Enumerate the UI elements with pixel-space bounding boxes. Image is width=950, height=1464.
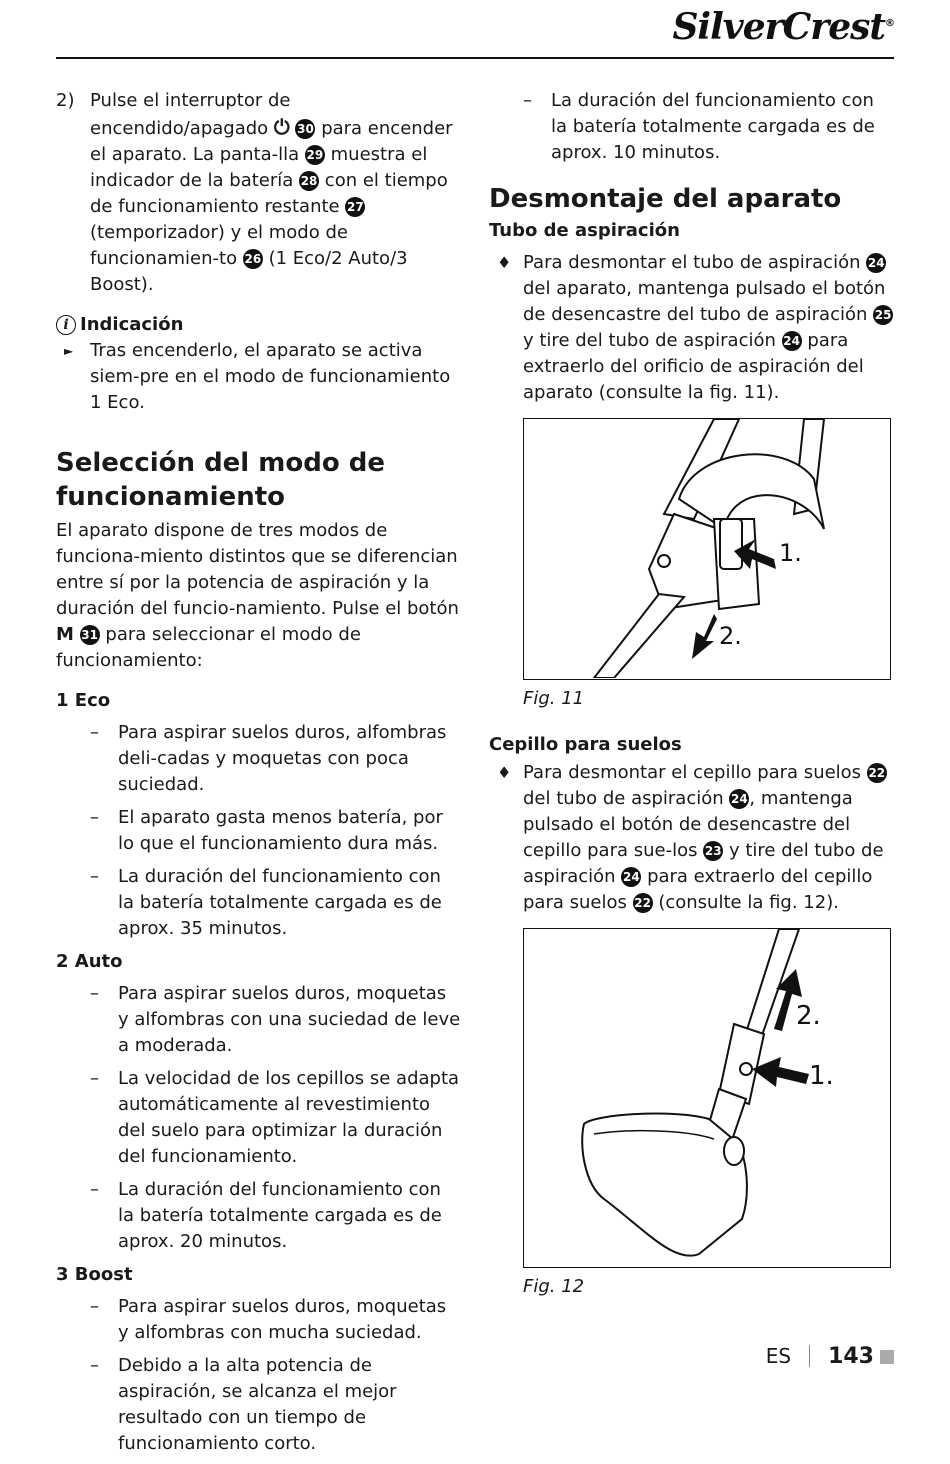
- fig11-label-1: 1.: [779, 539, 802, 567]
- callout-24: 24: [621, 867, 641, 887]
- callout-28: 28: [299, 171, 319, 191]
- diamond-bullet-icon: ♦: [497, 253, 512, 272]
- callout-24: 24: [866, 253, 886, 273]
- fig11-caption: Fig. 11: [523, 688, 585, 709]
- info-icon: i: [56, 315, 76, 335]
- page-marker-icon: [880, 1350, 894, 1364]
- callout-26: 26: [243, 249, 263, 269]
- mode-eco-title: 1 Eco: [56, 690, 111, 711]
- mode-boost-title: 3 Boost: [56, 1264, 133, 1285]
- callout-30: 30: [295, 119, 315, 139]
- fig12-illustration: [524, 929, 889, 1266]
- page-number: 143: [828, 1344, 874, 1369]
- language-code: ES: [765, 1344, 792, 1368]
- fig12-caption: Fig. 12: [523, 1276, 585, 1297]
- list-item: – La duración del funcionamiento con la batería totalmente cargada es de aprox. 35 minutos.: [90, 866, 442, 939]
- section-heading-modes: Selección del modo de funcionamiento: [56, 448, 385, 512]
- list-item: – La velocidad de los cepillos se adapta automáticamente al revestimiento del suelo para optimizar la duración del funcionamiento.: [90, 1068, 460, 1167]
- list-item: – El aparato gasta menos batería, por lo que el funcionamiento dura más.: [90, 807, 443, 854]
- note-heading: i Indicación: [56, 312, 461, 338]
- page-footer: [766, 1344, 894, 1369]
- fig12-label-1: 1.: [809, 1061, 834, 1091]
- tube-instructions: ♦ Para desmontar el tubo de aspiración 24 del aparato, mantenga pulsado el botón de desencastre del tubo de aspiración 25 y tire del tubo de aspiración 24 para extraerlo del orificio de aspiración del aparato (consulte la fig. 11).: [497, 252, 892, 403]
- triangle-pointer-icon: ►: [64, 344, 74, 358]
- left-column: [56, 88, 461, 1464]
- list-item: – La duración del funcionamiento con la batería totalmente cargada es de aprox. 20 minutos.: [90, 1179, 442, 1252]
- tube-title: Tubo de aspiración: [489, 220, 680, 241]
- callout-22: 22: [633, 893, 653, 913]
- mode-auto-title: 2 Auto: [56, 951, 123, 972]
- callout-24: 24: [729, 789, 749, 809]
- right-column: [489, 88, 894, 1300]
- power-icon: ⏻: [273, 115, 290, 139]
- brush-title: Cepillo para suelos: [489, 734, 682, 755]
- modes-intro: El aparato dispone de tres modos de funciona-miento distintos que se diferencian entre sí por la potencia de aspiración y la duración del funcio-namiento. Pulse el botón M 31 para seleccionar el modo de funcionamiento:: [56, 520, 459, 671]
- fig11-illustration: [524, 419, 889, 678]
- list-item: – Para aspirar suelos duros, moquetas y alfombras con una suciedad de leve a moderada.: [90, 983, 461, 1056]
- list-item: – La duración del funcionamiento con la batería totalmente cargada es de aprox. 10 minutos.: [523, 90, 875, 163]
- callout-27: 27: [345, 197, 365, 217]
- section-heading-disassembly: Desmontaje del aparato: [489, 184, 842, 214]
- fig11-label-2: 2.: [719, 622, 742, 650]
- fig12-label-2: 2.: [796, 1001, 821, 1031]
- header-rule: [56, 57, 894, 59]
- callout-31: 31: [80, 625, 100, 645]
- brand-logo: SilverCrest®: [672, 6, 894, 48]
- callout-24: 24: [782, 331, 802, 351]
- callout-23: 23: [703, 841, 723, 861]
- figure-12: [523, 928, 891, 1268]
- brush-instructions: ♦ Para desmontar el cepillo para suelos 22 del tubo de aspiración 24, mantenga pulsado el botón de desencastre del cepillo para sue-los 23 y tire del tubo de aspiración 24 para extraerlo del cepillo para suelos 22 (consulte la fig. 12).: [497, 762, 886, 913]
- list-item: – Para aspirar suelos duros, alfombras deli-cadas y moquetas con poca suciedad.: [90, 722, 447, 795]
- list-item: – Para aspirar suelos duros, moquetas y alfombras con mucha suciedad.: [90, 1296, 447, 1343]
- callout-25: 25: [873, 305, 893, 325]
- diamond-bullet-icon: ♦: [497, 763, 512, 782]
- callout-29: 29: [305, 145, 325, 165]
- figure-11: [523, 418, 891, 680]
- list-item: – Debido a la alta potencia de aspiración, se alcanza el mejor resultado con un tiempo de funcionamiento corto.: [90, 1355, 397, 1454]
- step-2: 2) Pulse el interruptor de encendido/apagado ⏻ 30 para encender el aparato. La panta-lla 29 muestra el indicador de la batería 28 con el tiempo de funcionamiento restante 27 (temporizador) y el modo de funcionamien-to 26 (1 Eco/2 Auto/3 Boost).: [56, 90, 453, 295]
- note-text: ► Tras encenderlo, el aparato se activa siem-pre en el modo de funcionamiento 1 Eco.: [64, 340, 451, 413]
- footer-divider: [809, 1345, 810, 1367]
- callout-22: 22: [867, 763, 887, 783]
